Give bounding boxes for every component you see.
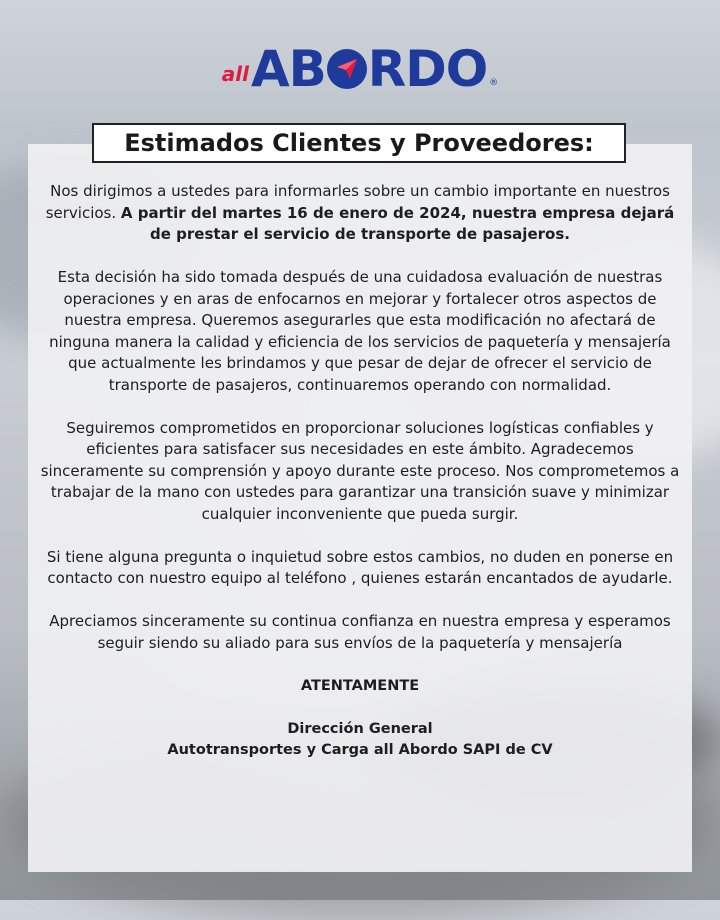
signature-company: Autotransportes y Carga all Abordo SAPI de CV: [167, 742, 553, 758]
paragraph-1-text: Nos dirigimos a ustedes para informarles sobre un cambio importante en nuestros servicios.: [45, 182, 670, 222]
paragraph-1: [40, 181, 680, 246]
closing-salutation: ATENTAMENTE: [300, 677, 420, 694]
paragraph-4: Si tiene alguna pregunta o inquietud sobre estos cambios, no duden en ponerse en contacto con nuestro equipo al teléfono , quienes estarán encantados de ayudarle.: [46, 547, 674, 587]
logo-name-left: AB: [250, 40, 326, 98]
brand-logo: [0, 30, 720, 98]
logo-name-right: RDO: [367, 40, 488, 98]
paragraph-5: Apreciamos sinceramente su continua confianza en nuestra empresa y esperamos seguir siendo su aliado para sus envíos de la paquetería y mensajería: [49, 612, 671, 652]
paper-plane-icon: [327, 49, 367, 89]
paragraph-1-highlight: A partir del martes 16 de enero de 2024, nuestra empresa dejará de prestar el servicio de transporte de pasajeros.: [120, 203, 675, 243]
page-title: Estimados Clientes y Proveedores:: [124, 129, 594, 157]
logo-prefix: all: [221, 62, 249, 86]
title-box: [92, 123, 626, 163]
logo-wordmark: [250, 40, 488, 98]
registered-mark: ®: [489, 78, 499, 88]
paragraph-3: Seguiremos comprometidos en proporcionar soluciones logísticas confiables y eficientes para satisfacer sus necesidades en este ámbito. Agradecemos sinceramente su comprensión y apoyo durante este proceso. Nos comprometemos a trabajar de la mano con ustedes para garantizar una transición suave y minimizar cualquier inconveniente que pueda surgir.: [40, 418, 680, 523]
letter-body: [40, 181, 680, 783]
signature-department: Dirección General: [287, 720, 433, 737]
paragraph-2: Esta decisión ha sido tomada después de una cuidadosa evaluación de nuestras operaciones y en aras de enfocarnos en mejorar y fortalecer otros aspectos de nuestra empresa. Queremos asegurarles que esta modificación no afectará de ninguna manera la calidad y eficiencia de los servicios de paquetería y mensajería que actualmente les brindamos y que pesar de dejar de ofrecer el servicio de transporte de pasajeros, continuaremos operando con normalidad.: [49, 268, 671, 394]
